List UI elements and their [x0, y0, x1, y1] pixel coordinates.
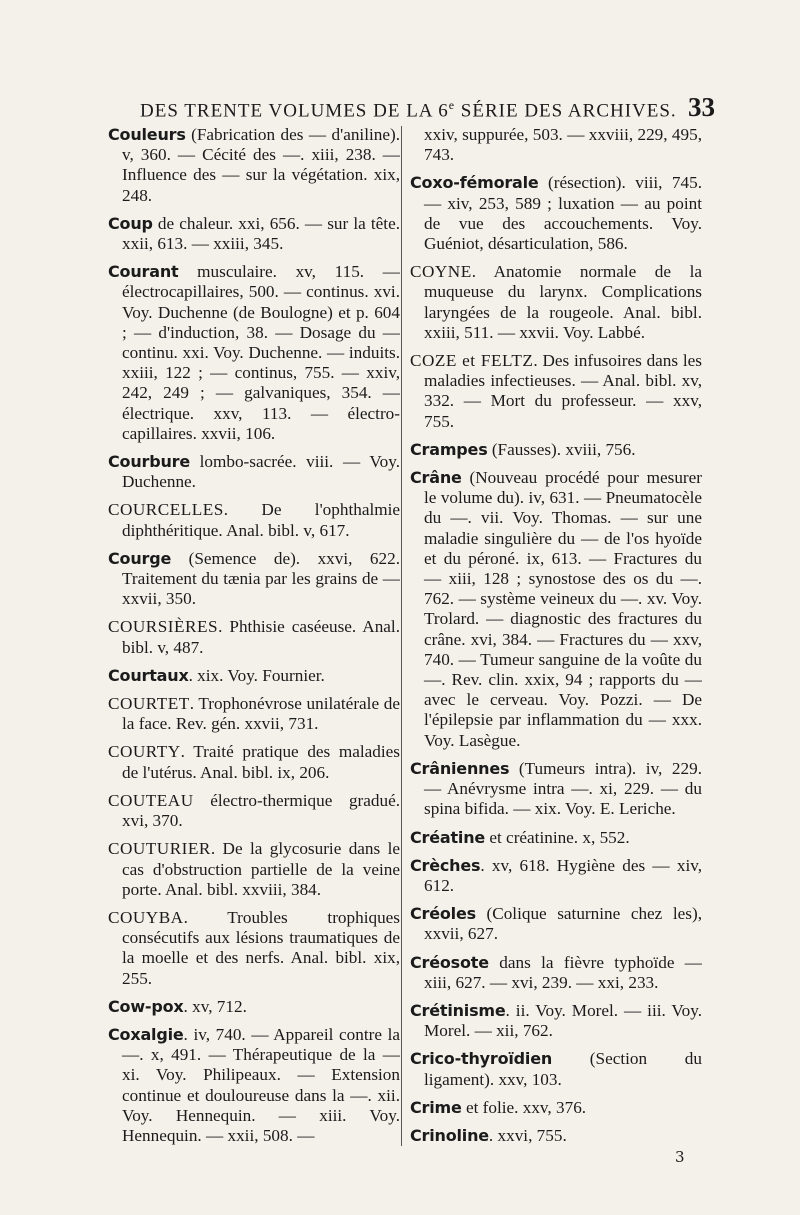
index-entry: [410, 262, 702, 343]
index-entry: [108, 617, 400, 657]
entry-text: électro-thermique gradué. xvi, 370.: [122, 790, 400, 831]
entry-headword: Crétinisme: [410, 1000, 506, 1020]
entry-headword: Créosote: [410, 952, 489, 972]
entry-headword: Crampes: [410, 439, 488, 459]
index-entry: [108, 666, 400, 686]
entry-headword: COZE et FELTZ: [410, 351, 534, 371]
entry-text: (Tumeurs intra). iv, 229. — Anévrysme intra —. xi, 229. — du spina bifida. — xix. Voy. E. Leriche.: [424, 758, 702, 819]
entry-text: (Semence de). xxvi, 622. Traitement du tænia par les grains de — xxvii, 350.: [122, 548, 400, 609]
entry-text: et créatinine. x, 552.: [485, 827, 630, 847]
index-entry: [108, 791, 400, 831]
entry-text: (résection). viii, 745. — xiv, 253, 589 ; luxation — au point de vue des accouchements. Voy. Guéniot, désarticulation, 586.: [424, 173, 702, 254]
entry-headword: Courbure: [108, 452, 191, 472]
entry-text: . xv, 712.: [183, 996, 247, 1016]
index-entry: [410, 1098, 702, 1118]
entry-text: . iv, 740. — Appareil contre la —. x, 491. — Thérapeutique de la — xi. Voy. Philipeaux. — Extension continue et douloureuse dans la —. xii. Voy. Hennequin. — xiii. Voy. Hennequin. — xxii, 508. —: [122, 1024, 400, 1145]
entry-headword: Crèches: [410, 855, 481, 875]
index-entry: [108, 1025, 400, 1145]
entry-headword: Coxo-fémorale: [410, 173, 539, 193]
entry-text: . Phthisie caséeuse. Anal. bibl. v, 487.: [122, 617, 400, 657]
index-entry: [108, 214, 400, 254]
entry-text: . xix. Voy. Fournier.: [188, 665, 325, 685]
entry-headword: Créoles: [410, 904, 476, 924]
index-entry: [410, 440, 702, 460]
index-entry: [410, 856, 702, 896]
entry-text: dans la fièvre typhoïde — xiii, 627. — xvi, 239. — xxi, 233.: [424, 952, 702, 992]
entry-text: de chaleur. xxi, 656. — sur la tête. xxii, 613. — xxiii, 345.: [122, 213, 400, 254]
index-entry: [410, 953, 702, 993]
entry-text: . xxvi, 755.: [488, 1125, 567, 1145]
entry-text: . De la glycosurie dans le cas d'obstruction partielle de la veine porte. Anal. bibl. xxviii, 384.: [122, 839, 400, 899]
entry-text: . Anatomie normale de la muqueuse du larynx. Complications laryngées de la rougeole. Anal. bibl. xxiii, 511. — xxvii. Voy. Labbé.: [424, 262, 702, 342]
entry-headword: Courge: [108, 548, 172, 568]
entry-text: . xv, 618. Hygiène des — xiv, 612.: [424, 855, 702, 895]
signature-mark: 3: [675, 1148, 685, 1166]
entry-headword: Cow-pox: [108, 996, 184, 1016]
entry-headword: Coup: [108, 213, 153, 233]
entry-headword: Courant: [108, 262, 179, 282]
entry-headword: Créatine: [410, 827, 486, 847]
entry-text: (Fausses). xviii, 756.: [487, 439, 636, 459]
right-column: [410, 125, 702, 1145]
entry-headword: COURTY: [108, 742, 181, 762]
entry-text: xxiv, suppurée, 503. — xxviii, 229, 495, 743.: [424, 125, 702, 165]
entry-headword: Coxalgie: [108, 1024, 184, 1044]
index-entry: [410, 1049, 702, 1089]
index-entry: [108, 908, 400, 989]
index-entry: [410, 173, 702, 254]
entry-text: . ii. Voy. Morel. — iii. Voy. Morel. — xii, 762.: [424, 1000, 702, 1041]
index-entry: [410, 759, 702, 820]
running-header: [140, 92, 720, 128]
entry-headword: COURCELLES: [108, 500, 224, 520]
index-entry: [108, 549, 400, 610]
entry-text: lombo-sacrée. viii. — Voy. Duchenne.: [122, 452, 400, 492]
index-entry: [108, 262, 400, 444]
index-entry: [108, 742, 400, 782]
header-title: DES TRENTE VOLUMES DE LA 6e SÉRIE DES ARCHIVES.: [140, 98, 677, 122]
entry-text: . Troubles trophiques consécutifs aux lésions traumatiques de la moelle et des nerfs. Anal. bibl. xix, 255.: [122, 907, 400, 988]
index-entry: [410, 1126, 702, 1145]
entry-text: . Trophonévrose unilatérale de la face. Rev. gén. xxvii, 731.: [122, 694, 400, 734]
entry-headword: COYNE: [410, 262, 472, 282]
entry-text: . Traité pratique des maladies de l'utérus. Anal. bibl. ix, 206.: [122, 742, 400, 782]
index-entry: [410, 828, 702, 848]
entry-text: . De l'ophthalmie diphthéritique. Anal. bibl. v, 617.: [122, 500, 400, 540]
index-entry: [410, 468, 702, 751]
entry-headword: COURTET: [108, 694, 190, 714]
index-entry: [410, 1001, 702, 1041]
entry-headword: Crico-thyroïdien: [410, 1049, 553, 1069]
index-entry: [108, 839, 400, 900]
index-entry: [108, 500, 400, 540]
entry-headword: Crâniennes: [410, 758, 510, 778]
index-entry: [108, 997, 400, 1017]
index-entry: [410, 125, 702, 165]
entry-headword: COUTURIER: [108, 839, 211, 859]
entry-text: . Des infusoires dans les maladies infectieuses. — Anal. bibl. xv, 332. — Mort du professeur. — xxv, 755.: [424, 351, 702, 431]
index-entry: [410, 351, 702, 432]
entry-headword: Crinoline: [410, 1125, 489, 1145]
entry-text: (Fabrication des — d'aniline). v, 360. — Cécité des —. xiii, 238. — Influence des — sur la végétation. xix, 248.: [122, 125, 400, 205]
entry-headword: Crime: [410, 1097, 462, 1117]
index-entry: [108, 125, 400, 206]
entry-headword: COUYBA: [108, 907, 184, 927]
column-divider: [401, 126, 402, 1146]
index-entry: [108, 694, 400, 734]
page-number: 33: [688, 92, 715, 122]
entry-headword: COUTEAU: [108, 790, 194, 810]
entry-headword: Crâne: [410, 468, 462, 488]
left-column: [108, 125, 400, 1145]
entry-text: (Section du ligament). xxv, 103.: [424, 1049, 702, 1089]
index-entry: [410, 904, 702, 944]
index-entry: [108, 452, 400, 492]
entry-text: musculaire. xv, 115. — électrocapillaires, 500. — continus. xvi. Voy. Duchenne (de Boulogne) et p. 604 ; — d'induction, 38. — Dosage du — continu. xxi. Voy. Duchenne. — induits. xxiii, 122 ; — continus, 755. — xxiv, 242, 249 ; — galvaniques, 354. — électrique. xxv, 113. — électro-capillaires. xxvii, 106.: [122, 262, 400, 443]
entry-headword: COURSIÈRES: [108, 617, 219, 637]
entry-headword: Courtaux: [108, 665, 189, 685]
entry-text: (Nouveau procédé pour mesurer le volume du). iv, 631. — Pneumatocèle du —. vii. Voy. Thomas. — sur une maladie singulière du — de l'os hyoïde et du péroné. ix, 613. — Fractures du — xiii, 128 ; synostose des os du —. 762. — système veineux du —. xv. Voy. Trolard. — diagnostic des fractures du crâne. xvi, 384. — Fractures du — xxv, 740. — Tumeur sanguine de la voûte du —. Rev. clin. xxix, 94 ; rapports du — avec le cerveau. Voy. Pozzi. — De l'épilepsie par inflammation du — xxx. Voy. Lasègue.: [424, 468, 702, 750]
entry-text: (Colique saturnine chez les), xxvii, 627.: [424, 904, 702, 944]
entry-headword: Couleurs: [108, 125, 186, 144]
entry-text: et folie. xxv, 376.: [461, 1097, 587, 1117]
